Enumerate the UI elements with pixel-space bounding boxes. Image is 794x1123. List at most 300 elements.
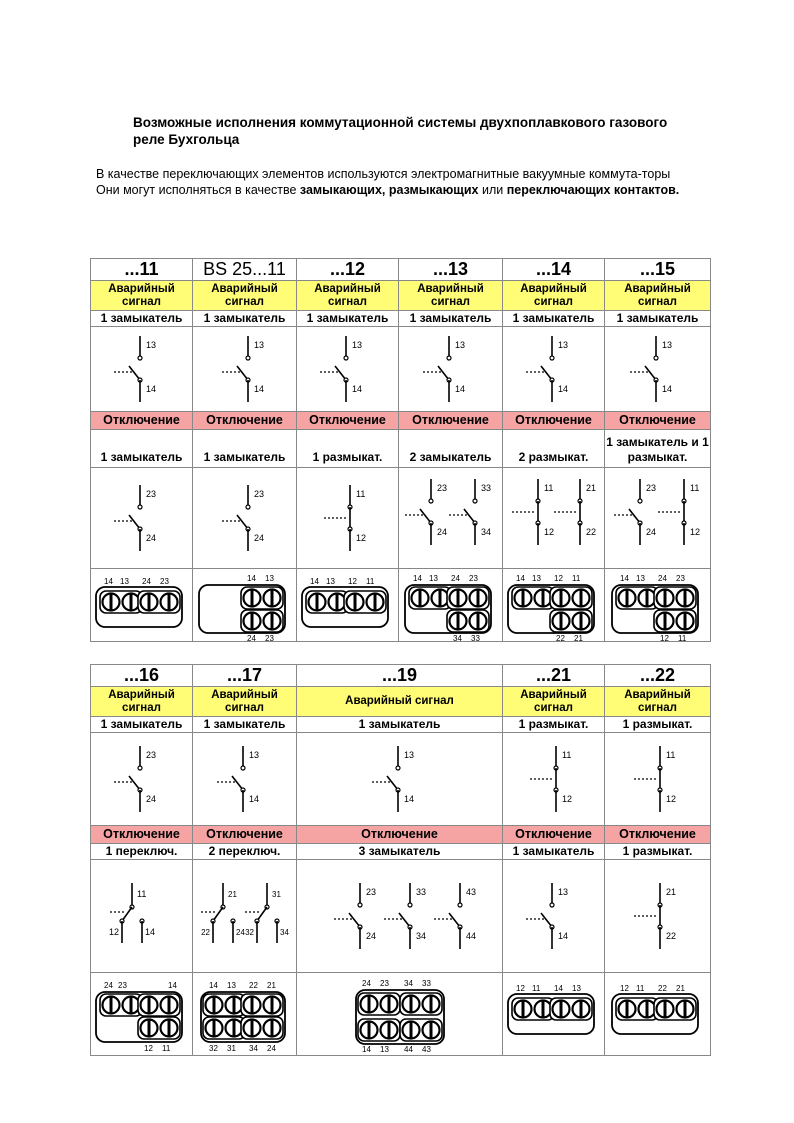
trip-header: Отключение (91, 826, 193, 844)
terminal-screw (552, 590, 569, 607)
terminal-cell (503, 973, 605, 1056)
intro-text-1: В качестве переключающих элементов используются электромагнитные вакуумные коммута-торы Они могут исполняться в качестве (96, 167, 671, 197)
terminal-screw (263, 1020, 280, 1037)
terminal-screw (308, 594, 325, 611)
switch-diagram (608, 734, 708, 824)
terminal-screw (225, 1020, 242, 1037)
terminal-screw (380, 1022, 397, 1039)
terminal-number: 13 (145, 340, 156, 350)
terminal-number: 44 (465, 931, 476, 941)
trip-contact-type: 1 замыкатель и 1 размыкат. (605, 430, 711, 468)
terminal-screw (205, 997, 222, 1014)
alarm-contact-type: 1 размыкат. (605, 717, 711, 733)
alarm-diagram-cell (605, 327, 711, 412)
wire (232, 776, 243, 790)
switch-diagram (504, 868, 604, 964)
terminal-number: 23 (159, 577, 169, 586)
page-title: Возможные исполнения коммутационной системы двухпоплавкового газового реле Бухгольца (133, 115, 668, 147)
terminal-number: 14 (103, 577, 113, 586)
wire (237, 366, 248, 380)
switch-diagram (504, 327, 604, 411)
terminal-row (91, 973, 711, 1056)
trip-diagram-cell (91, 860, 193, 973)
switch-diagram (92, 734, 192, 824)
wire (438, 366, 449, 380)
terminal-number: 34 (480, 527, 491, 537)
terminal-number: 11 (571, 574, 580, 583)
terminal-number: 24 (361, 979, 371, 988)
terminal-number: 14 (412, 574, 422, 583)
code-row (91, 259, 711, 281)
terminal-number: 14 (253, 384, 264, 394)
terminal-number: 13 (325, 577, 335, 586)
terminal-screw (205, 1020, 222, 1037)
alarm-diagram-row (91, 327, 711, 412)
switch-diagram (608, 470, 708, 566)
terminal-number: 12 (689, 527, 700, 537)
alarm-contact-type: 1 замыкатель (605, 311, 711, 327)
alarm-diagram-cell (91, 733, 193, 826)
trip-diagram-cell (605, 468, 711, 569)
terminal-screw (366, 594, 383, 611)
variant-code: ...12 (297, 259, 399, 281)
variant-code: ...21 (503, 665, 605, 687)
trip-diagram-cell (297, 468, 399, 569)
wire (629, 509, 640, 523)
terminal-screw (380, 996, 397, 1013)
alarm-contact-type: 1 замыкатель (297, 717, 503, 733)
terminal-number: 32 (208, 1044, 218, 1053)
terminal-screw (225, 997, 242, 1014)
alarm-header: Аварийный сигнал (605, 281, 711, 311)
terminal-number: 13 (379, 1045, 389, 1054)
trip-header: Отключение (297, 412, 399, 430)
alarm-header: Аварийный сигнал (297, 281, 399, 311)
switch-diagram (608, 327, 708, 411)
trip-header: Отключение (605, 826, 711, 844)
terminal-row (91, 569, 711, 642)
terminal-number: 24 (436, 527, 447, 537)
variants-table-2 (90, 664, 711, 1056)
trip-header: Отключение (297, 826, 503, 844)
terminal-number: 23 (645, 483, 656, 493)
terminal-screw (422, 1022, 439, 1039)
trip-diagram-cell (193, 468, 297, 569)
wire (449, 913, 460, 927)
terminal-cell (297, 973, 503, 1056)
terminal-screw (572, 613, 589, 630)
terminal-screw (346, 594, 363, 611)
trip-header: Отключение (399, 412, 503, 430)
terminal-screw (328, 594, 345, 611)
variant-code: ...16 (91, 665, 193, 687)
terminal-screw (676, 1001, 693, 1018)
alarm-header: Аварийный сигнал (193, 281, 297, 311)
intro-bold-2: переключающих контактов. (506, 183, 680, 197)
alarm-header: Аварийный сигнал (503, 281, 605, 311)
trip-header-row (91, 826, 711, 844)
trip-diagram-row (91, 860, 711, 973)
switch-diagram (195, 327, 295, 411)
terminal-number: 14 (619, 574, 629, 583)
terminal-number: 22 (200, 928, 210, 937)
terminal-number: 24 (657, 574, 667, 583)
terminal-block (300, 974, 500, 1054)
switch-diagram (300, 868, 500, 964)
wire (464, 509, 475, 523)
terminal-screw (160, 594, 177, 611)
alarm-header: Аварийный сигнал (297, 687, 503, 717)
switch-diagram (298, 470, 398, 566)
terminal-number: 23 (117, 981, 127, 990)
trip-diagram-cell (605, 860, 711, 973)
terminal-number: 23 (468, 574, 478, 583)
contact-point (654, 356, 658, 360)
terminal-block (92, 974, 192, 1054)
terminal-number: 13 (253, 340, 264, 350)
contact-point (550, 356, 554, 360)
terminal-screw (243, 997, 260, 1014)
trip-diagram-cell (297, 860, 503, 973)
trip-diagram-cell (91, 468, 193, 569)
switch-diagram (195, 868, 295, 964)
terminal-screw (469, 613, 486, 630)
wire (349, 913, 360, 927)
terminal-screw (552, 1001, 569, 1018)
alarm-header: Аварийный сигнал (503, 687, 605, 717)
terminal-number: 21 (573, 634, 583, 641)
terminal-cell (605, 569, 711, 642)
alarm-diagram-cell (503, 327, 605, 412)
terminal-number: 22 (555, 634, 565, 641)
trip-contact-row (91, 844, 711, 860)
terminal-number: 13 (264, 574, 274, 583)
terminal-number: 14 (145, 384, 156, 394)
contact-point (550, 903, 554, 907)
alarm-contact-type: 1 замыкатель (193, 311, 297, 327)
terminal-number: 31 (226, 1044, 236, 1053)
terminal-number: 12 (659, 634, 669, 641)
variants-table-1 (90, 258, 711, 642)
switch-diagram (504, 734, 604, 824)
terminal-number: 14 (515, 574, 525, 583)
terminal-number: 24 (645, 527, 656, 537)
terminal-cell (91, 569, 193, 642)
terminal-number: 14 (351, 384, 362, 394)
contact-point (638, 499, 642, 503)
terminal-number: 34 (403, 979, 413, 988)
terminal-screw (160, 997, 177, 1014)
terminal-number: 13 (557, 340, 568, 350)
wire (399, 913, 410, 927)
wire (129, 366, 140, 380)
terminal-block (504, 974, 604, 1054)
variant-code: ...19 (297, 665, 503, 687)
terminal-screw (122, 997, 139, 1014)
terminal-number: 11 (665, 750, 675, 760)
wire (129, 776, 140, 790)
trip-diagram-cell (399, 468, 503, 569)
terminal-number: 14 (248, 794, 259, 804)
terminal-screw (122, 594, 139, 611)
terminal-number: 23 (675, 574, 685, 583)
variant-code: ...22 (605, 665, 711, 687)
terminal-number: 44 (403, 1045, 413, 1054)
terminal-number: 12 (355, 533, 366, 543)
variant-code: BS 25...11 (193, 259, 297, 281)
terminal-block (401, 569, 501, 641)
alarm-contact-type: 1 замыкатель (91, 717, 193, 733)
terminal-number: 34 (279, 928, 289, 937)
terminal-screw (140, 594, 157, 611)
trip-diagram-row (91, 468, 711, 569)
terminal-number: 12 (619, 984, 629, 993)
alarm-diagram-cell (193, 733, 297, 826)
trip-diagram-cell (503, 468, 605, 569)
terminal-number: 11 (677, 634, 686, 641)
alarm-contact-type: 1 размыкат. (503, 717, 605, 733)
terminal-number: 14 (167, 981, 177, 990)
terminal-screw (140, 1020, 157, 1037)
terminal-screw (638, 1001, 655, 1018)
terminal-number: 14 (454, 384, 465, 394)
terminal-number: 14 (557, 931, 568, 941)
variant-code: ...11 (91, 259, 193, 281)
terminal-screw (263, 613, 280, 630)
switch-diagram (401, 470, 501, 566)
trip-header: Отключение (91, 412, 193, 430)
terminal-number: 14 (557, 384, 568, 394)
terminal-screw (243, 1020, 260, 1037)
terminal-cell (605, 973, 711, 1056)
contact-point (447, 356, 451, 360)
terminal-cell (503, 569, 605, 642)
terminal-number: 12 (515, 984, 525, 993)
terminal-number: 34 (415, 931, 426, 941)
terminal-number: 24 (145, 794, 156, 804)
terminal-number: 13 (351, 340, 362, 350)
intro-bold-1: замыкающих, размыкающих (299, 183, 479, 197)
terminal-number: 24 (365, 931, 376, 941)
trip-contact-type: 2 переключ. (193, 844, 297, 860)
contact-point (458, 903, 462, 907)
terminal-cell (297, 569, 399, 642)
trip-contact-type: 1 переключ. (91, 844, 193, 860)
terminal-screw (360, 1022, 377, 1039)
contact-point (344, 356, 348, 360)
alarm-diagram-cell (399, 327, 503, 412)
wire (420, 509, 431, 523)
alarm-header: Аварийный сигнал (91, 687, 193, 717)
terminal-number: 33 (421, 979, 431, 988)
terminal-screw (534, 590, 551, 607)
alarm-diagram-row (91, 733, 711, 826)
alarm-diagram-cell (193, 327, 297, 412)
terminal-screw (263, 997, 280, 1014)
alarm-diagram-cell (91, 327, 193, 412)
trip-header: Отключение (503, 412, 605, 430)
terminal-number: 12 (543, 527, 554, 537)
variant-code: ...13 (399, 259, 503, 281)
wire (335, 366, 346, 380)
terminal-number: 12 (143, 1044, 153, 1053)
wire (541, 366, 552, 380)
terminal-screw (552, 613, 569, 630)
terminal-number: 14 (208, 981, 218, 990)
terminal-screw (431, 590, 448, 607)
contact-point (138, 505, 142, 509)
terminal-number: 23 (379, 979, 389, 988)
trip-diagram-cell (503, 860, 605, 973)
trip-contact-type: 2 замыкатель (399, 430, 503, 468)
terminal-block (608, 569, 708, 641)
terminal-number: 11 (531, 984, 540, 993)
terminal-number: 23 (436, 483, 447, 493)
terminal-number: 14 (144, 927, 155, 937)
switch-diagram (298, 327, 398, 411)
alarm-header: Аварийный сигнал (399, 281, 503, 311)
alarm-header: Аварийный сигнал (91, 281, 193, 311)
code-row (91, 665, 711, 687)
terminal-number: 13 (531, 574, 541, 583)
terminal-screw (402, 1022, 419, 1039)
terminal-number: 24 (141, 577, 151, 586)
terminal-number: 22 (585, 527, 596, 537)
terminal-number: 23 (145, 489, 156, 499)
trip-contact-type: 1 размыкат. (297, 430, 399, 468)
trip-contact-row (91, 430, 711, 468)
terminal-number: 34 (452, 634, 462, 641)
terminal-screw (572, 1001, 589, 1018)
contact-point (429, 499, 433, 503)
terminal-number: 11 (689, 483, 699, 493)
terminal-number: 11 (136, 889, 146, 899)
terminal-screw (140, 997, 157, 1014)
terminal-number: 13 (454, 340, 465, 350)
terminal-number: 24 (450, 574, 460, 583)
terminal-number: 24 (266, 1044, 276, 1053)
terminal-number: 13 (403, 750, 414, 760)
trip-contact-type: 2 размыкат. (503, 430, 605, 468)
terminal-cell (399, 569, 503, 642)
terminal-number: 14 (361, 1045, 371, 1054)
alarm-contact-type: 1 замыкатель (297, 311, 399, 327)
terminal-number: 14 (553, 984, 563, 993)
terminal-number: 34 (248, 1044, 258, 1053)
terminal-screw (263, 590, 280, 607)
contact-point (396, 766, 400, 770)
terminal-screw (449, 613, 466, 630)
terminal-number: 43 (465, 887, 476, 897)
alarm-contact-type: 1 замыкатель (91, 311, 193, 327)
terminal-number: 22 (657, 984, 667, 993)
terminal-number: 24 (253, 533, 264, 543)
terminal-number: 11 (365, 577, 374, 586)
terminal-number: 11 (161, 1044, 170, 1053)
intro-text-2: или (478, 183, 507, 197)
terminal-screw (243, 590, 260, 607)
terminal-number: 21 (266, 981, 276, 990)
terminal-screw (469, 590, 486, 607)
alarm-diagram-cell (297, 327, 399, 412)
contact-point (138, 356, 142, 360)
terminal-screw (514, 590, 531, 607)
switch-diagram (195, 470, 295, 566)
terminal-screw (449, 590, 466, 607)
alarm-header: Аварийный сигнал (605, 687, 711, 717)
wire (129, 515, 140, 529)
alarm-contact-type: 1 замыкатель (503, 311, 605, 327)
terminal-screw (638, 590, 655, 607)
terminal-number: 23 (365, 887, 376, 897)
terminal-number: 24 (235, 928, 245, 937)
alarm-diagram-cell (297, 733, 503, 826)
wire (541, 913, 552, 927)
terminal-cell (193, 973, 297, 1056)
alarm-contact-row (91, 311, 711, 327)
terminal-block (608, 974, 708, 1054)
switch-diagram (608, 868, 708, 964)
trip-contact-type: 1 замыкатель (91, 430, 193, 468)
trip-header: Отключение (193, 826, 297, 844)
terminal-screw (618, 1001, 635, 1018)
terminal-number: 23 (145, 750, 156, 760)
switch-diagram (350, 734, 450, 824)
terminal-number: 13 (661, 340, 672, 350)
terminal-number: 13 (557, 887, 568, 897)
wire (237, 515, 248, 529)
switch-diagram (504, 470, 604, 566)
terminal-number: 12 (665, 794, 676, 804)
variant-code: ...17 (193, 665, 297, 687)
terminal-screw (656, 590, 673, 607)
terminal-number: 31 (271, 890, 281, 899)
terminal-screw (402, 996, 419, 1013)
variant-code: ...15 (605, 259, 711, 281)
terminal-number: 21 (665, 887, 676, 897)
terminal-number: 23 (264, 634, 274, 641)
terminal-screw (160, 1020, 177, 1037)
trip-header: Отключение (605, 412, 711, 430)
terminal-number: 12 (553, 574, 563, 583)
terminal-number: 13 (635, 574, 645, 583)
terminal-block (504, 569, 604, 641)
terminal-block (298, 569, 398, 641)
alarm-diagram-cell (503, 733, 605, 826)
terminal-number: 14 (246, 574, 256, 583)
terminal-number: 33 (480, 483, 491, 493)
terminal-number: 33 (470, 634, 480, 641)
terminal-screw (411, 590, 428, 607)
variant-code: ...14 (503, 259, 605, 281)
alarm-diagram-cell (605, 733, 711, 826)
switch-diagram (401, 327, 501, 411)
terminal-number: 24 (145, 533, 156, 543)
alarm-contact-row (91, 717, 711, 733)
terminal-number: 22 (665, 931, 676, 941)
alarm-header-row (91, 687, 711, 717)
terminal-number: 12 (347, 577, 357, 586)
trip-contact-type: 1 замыкатель (193, 430, 297, 468)
terminal-number: 13 (248, 750, 259, 760)
terminal-number: 14 (403, 794, 414, 804)
terminal-screw (422, 996, 439, 1013)
trip-contact-type: 1 замыкатель (503, 844, 605, 860)
switch-diagram (92, 470, 192, 566)
contact-point (358, 903, 362, 907)
trip-header: Отключение (193, 412, 297, 430)
terminal-number: 13 (119, 577, 129, 586)
